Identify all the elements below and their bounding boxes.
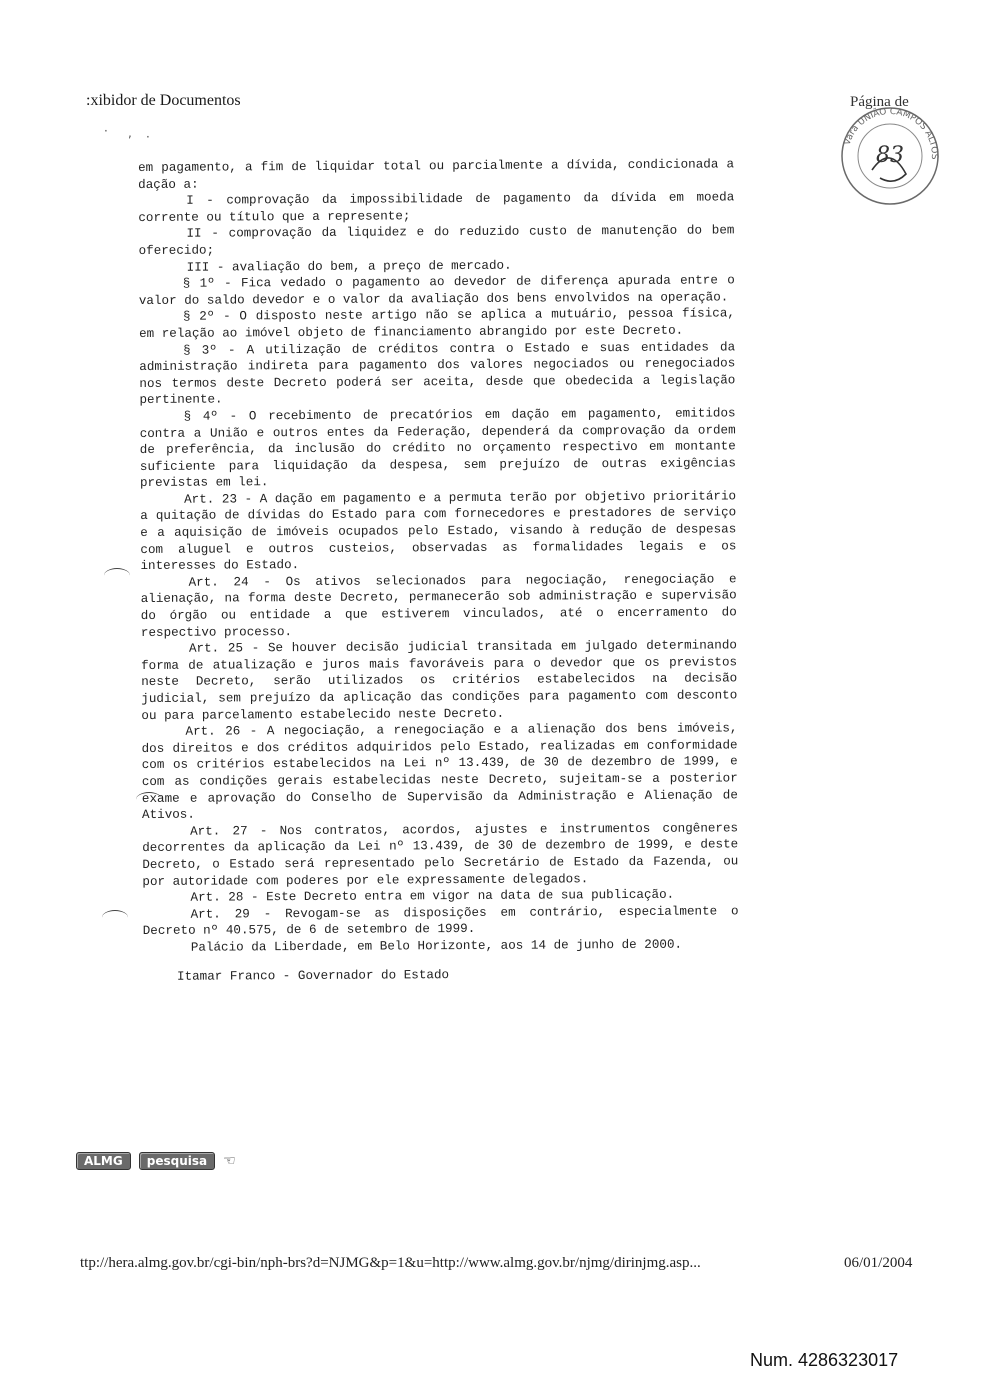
page-indicator: Página de	[850, 94, 909, 110]
scan-speck: ·	[146, 130, 150, 144]
paragraph-section-4: § 4º - O recebimento de precatórios em dação em pagamento, emitidos contra a União e outros entes da Federação, dependerá da comprovação da ordem de preferência, da inclusão do crédito no orçamento respectivo em montante suficiente para liquidação da despesa, sem prejuízo de outras exigências previstas em lei.	[139, 406, 736, 491]
paragraph-item-ii: II - comprovação da liquidez e do reduzido custo de manutenção do bem oferecido;	[138, 223, 735, 258]
paragraph-art-23: Art. 23 - A dação em pagamento e a permuta terão por objetivo prioritário a quitação de dívidas do Estado para com fornecedores e prestadores de serviço e a aquisição de imóveis ocupados pelo Estado, visando à redução de despesas com aluguel e outros custeios, observadas as formalidades legais e os interesses do Estado.	[140, 489, 737, 574]
pointing-hand-icon: ☜	[223, 1153, 236, 1169]
scan-speck: ,	[128, 126, 132, 140]
punch-hole-mark	[102, 910, 128, 925]
scan-speck: ·	[104, 124, 108, 138]
paragraph-art-29: Art. 29 - Revogam-se as disposições em contrário, especialmente o Decreto nº 40.575, de 6 de setembro de 1999.	[142, 904, 739, 939]
paragraph-item-i: I - comprovação da impossibilidade de pagamento da dívida em moeda corrente ou título que a represente;	[138, 190, 735, 225]
print-date: 06/01/2004	[844, 1255, 913, 1271]
paragraph-art-25: Art. 25 - Se houver decisão judicial transitada em julgado determinando forma de atualização e juros mais favoráveis para o devedor que os previstos neste Decreto, serão utilizados os critérios estabelecidos na decisão judicial, sem prejuízo da aplicação das condições para pagamento com desconto ou para parcelamento estabelecido neste Decreto.	[141, 638, 738, 723]
signature-line: Itamar Franco - Governador do Estado	[176, 967, 450, 984]
paragraph-section-2: § 2º - O disposto neste artigo não se aplica a mutuário, pessoa física, em relação ao imóvel objeto de financiamento abrangido por este Decreto.	[139, 306, 735, 341]
decree-text	[138, 156, 739, 985]
paragraph-art-28: Art. 28 - Este Decreto entra em vigor na data de sua publicação.	[190, 887, 675, 905]
paragraph-place-date: Palácio da Liberdade, em Belo Horizonte, aos 14 de junho de 2000.	[190, 937, 683, 955]
document-number: Num. 4286323017	[750, 1350, 899, 1370]
stamp-number: 83	[876, 143, 904, 168]
footer-navigation	[76, 1152, 236, 1170]
almg-button[interactable]: ALMG	[76, 1152, 131, 1170]
search-button[interactable]: pesquisa	[139, 1152, 215, 1170]
paragraph-art-26: Art. 26 - A negociação, a renegociação e a alienação dos bens imóveis, dos direitos e dos créditos adquiridos pelo Estado, realizadas em conformidade com os critérios estabelecidos na Lei nº 13.439, de 30 de dezembro de 1999, e com as condições gerais estabelecidas neste Decreto, sujeitam-se a posterior exame e aprovação do Conselho de Supervisão da Administração e Alienação de Ativos.	[141, 721, 738, 823]
stamp-ring-text: Vara UNIÃO CAMPOS ALTOS	[842, 106, 940, 160]
paragraph-section-3: § 3º - A utilização de créditos contra o Estado e suas entidades da administração indireta para pagamento dos valores negociados ou renegociados nos termos deste Decreto poderá ser aceita, desde que obedecida a legislação pertinente.	[139, 339, 736, 408]
punch-hole-mark	[104, 568, 130, 583]
page-url: ttp://hera.almg.gov.br/cgi-bin/nph-brs?d=NJMG&p=1&u=http://www.almg.gov.br/njmg/dirinjmg.asp...	[80, 1255, 701, 1271]
paragraph-art-27: Art. 27 - Nos contratos, acordos, ajustes e instrumentos congêneres decorrentes da aplicação da Lei nº 13.439, de 30 de dezembro de 1999, e deste Decreto, o Estado será representado pelo Secretário de Estado da Fazenda, ou por autoridade com poderes por ele expressamente delegados.	[142, 821, 739, 889]
paragraph-item-iii: III - avaliação do bem, a preço de mercado.	[186, 258, 512, 275]
paragraph-section-1: § 1º - Fica vedado o pagamento ao devedor de diferença apurada entre o valor do saldo devedor e o valor da avaliação dos bens envolvidos na operação.	[138, 273, 735, 308]
document-viewer-title: :xibidor de Documentos	[86, 92, 241, 109]
paragraph-art-24: Art. 24 - Os ativos selecionados para negociação, renegociação e alienação, na forma deste Decreto, permanecerão sob administração e supervisão do órgão ou entidade a que estiverem vinculados, até o encerramento do respectivo processo.	[140, 572, 737, 640]
paragraph-dacao-intro: em pagamento, a fim de liquidar total ou parcialmente a dívida, condicionada a dação a:	[138, 157, 735, 192]
court-stamp	[832, 104, 948, 208]
